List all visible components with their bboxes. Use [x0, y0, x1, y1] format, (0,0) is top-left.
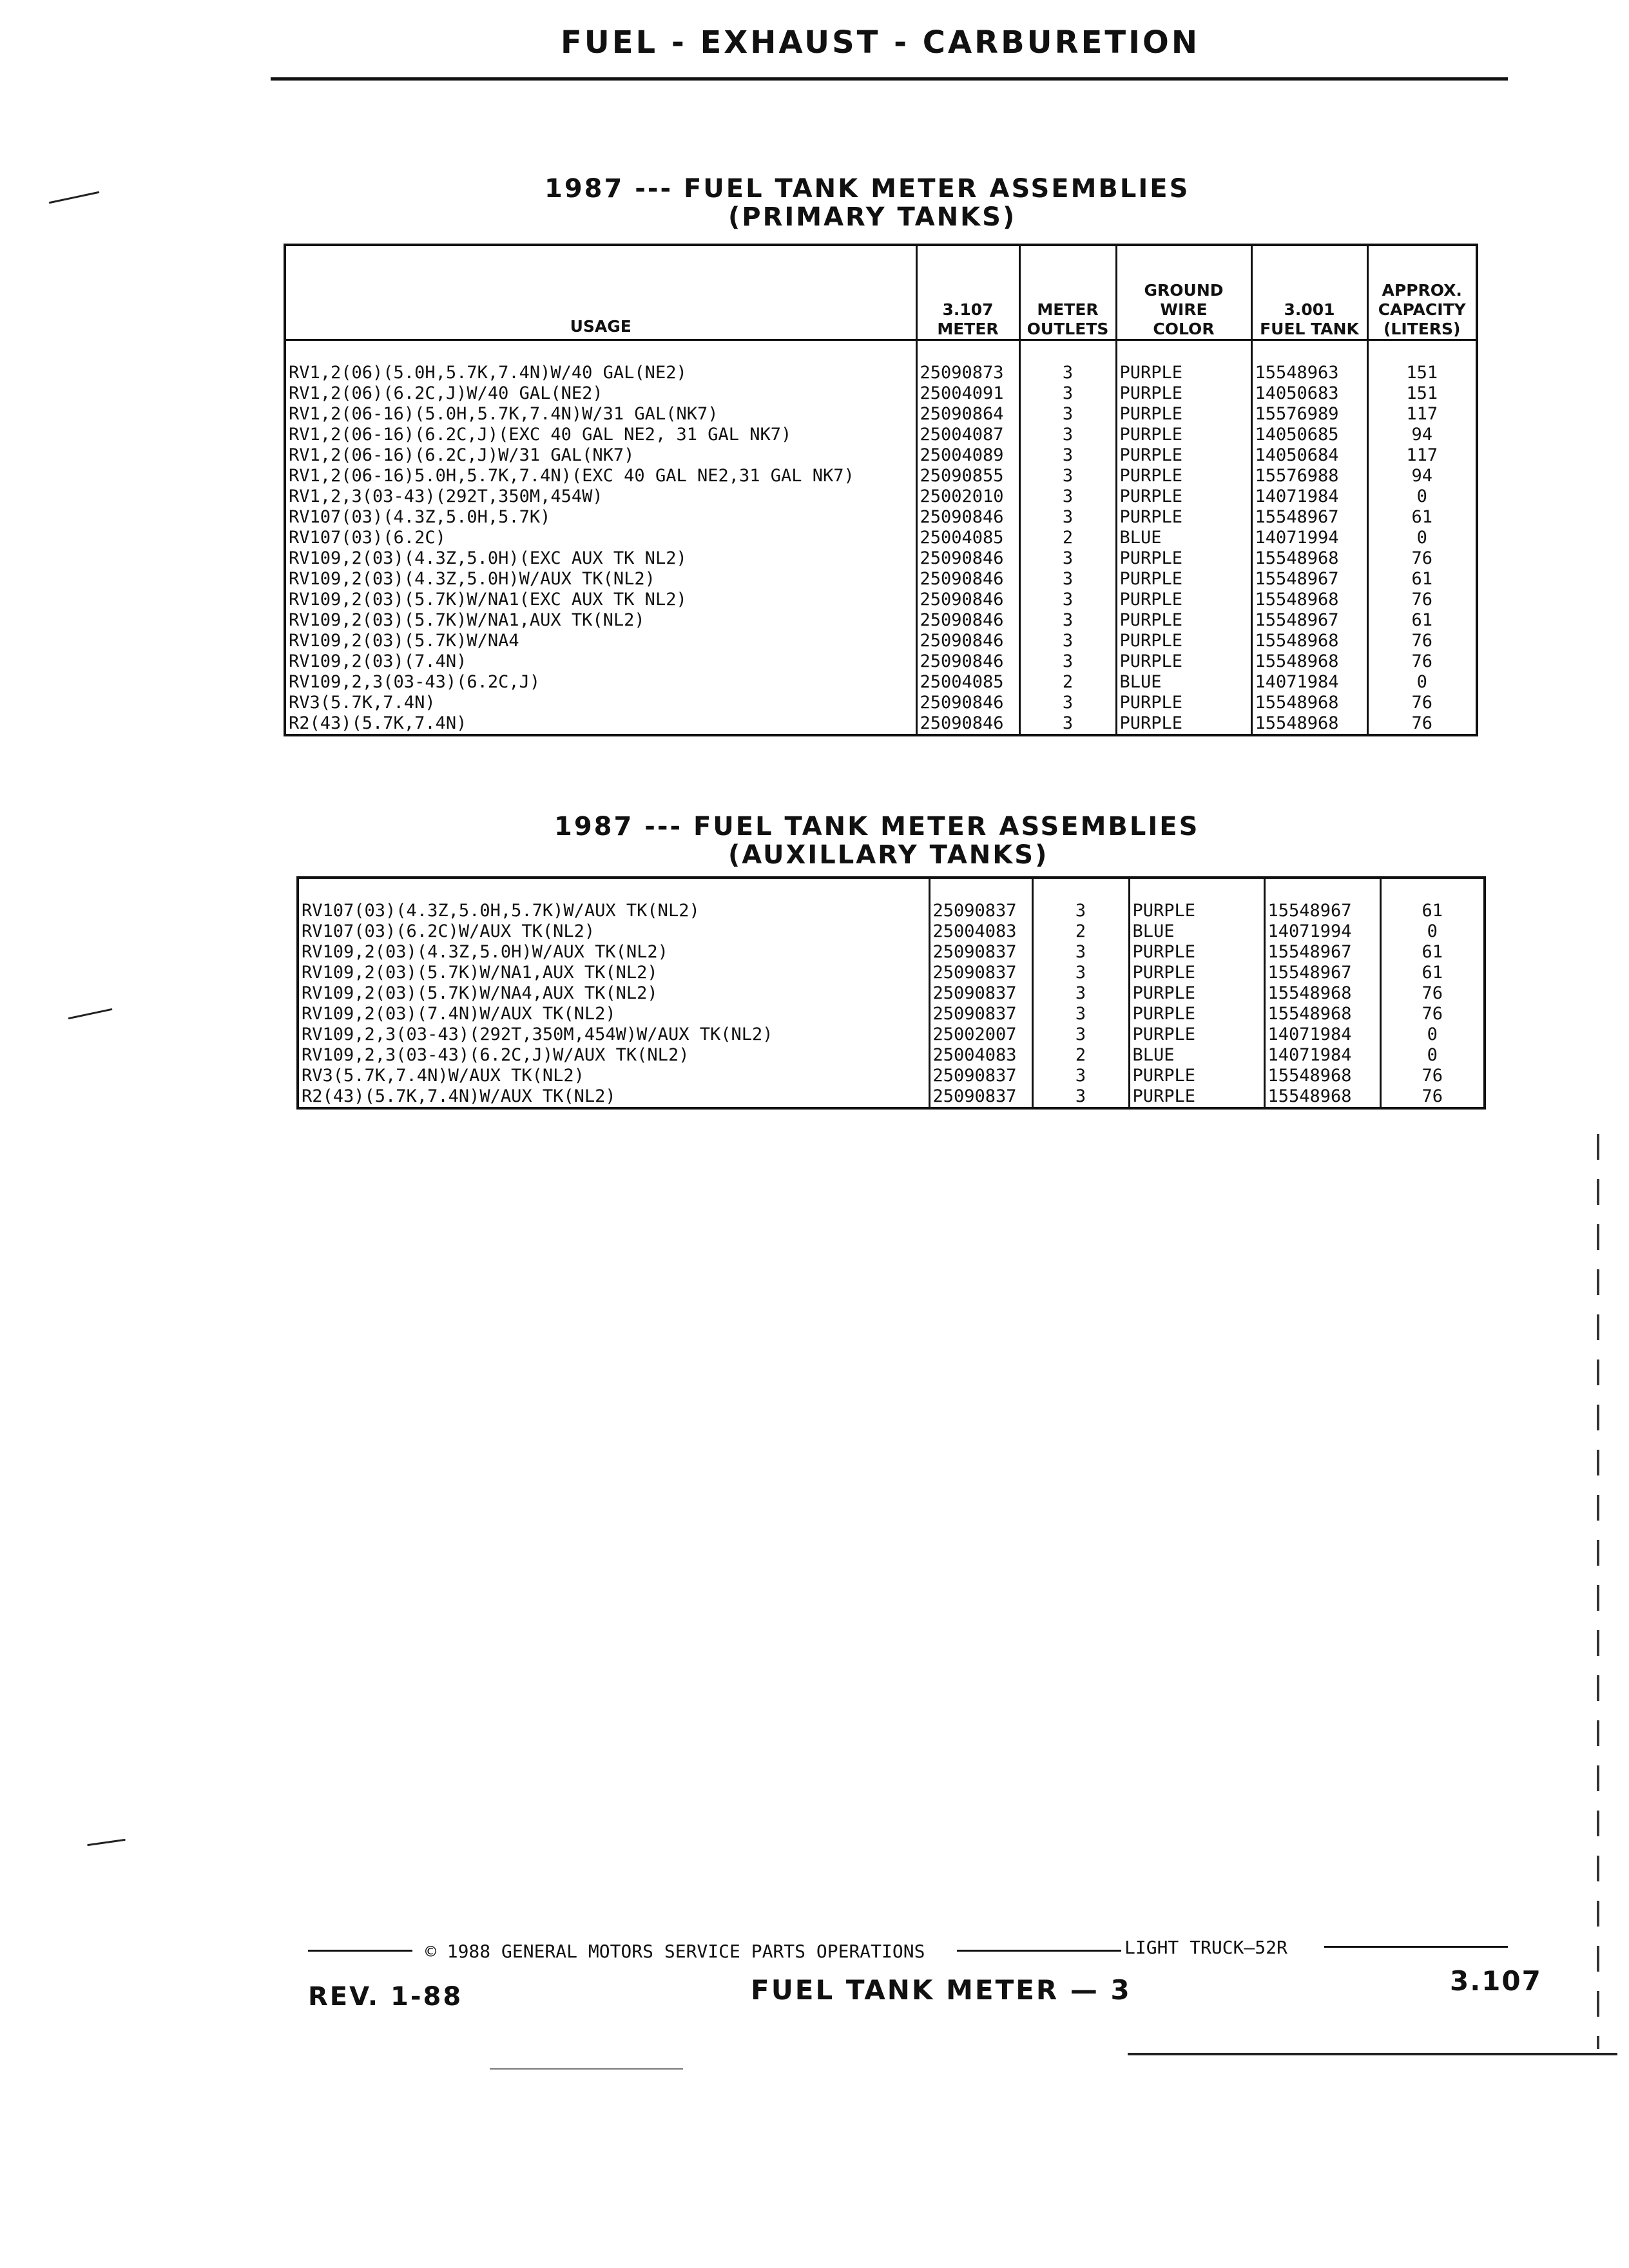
table-row [285, 425, 1477, 445]
ground-wire-color-cell: PURPLE [1116, 631, 1251, 651]
usage-cell: RV107(03)(4.3Z,5.0H,5.7K) [285, 507, 916, 528]
footer-revision: REV. 1-88 [308, 1982, 463, 2012]
table-row [285, 569, 1477, 590]
usage-cell: RV109,2,3(03-43)(292T,350M,454W)W/AUX TK(NL2) [298, 1024, 929, 1045]
fuel-tank-part-number-cell: 14071984 [1264, 1045, 1380, 1066]
meter-outlets-cell: 3 [1019, 425, 1116, 445]
usage-cell: RV109,2(03)(5.7K)W/NA4 [285, 631, 916, 651]
usage-cell: RV3(5.7K,7.4N)W/AUX TK(NL2) [298, 1066, 929, 1086]
capacity-cell: 76 [1380, 1004, 1485, 1024]
meter-outlets-cell: 3 [1019, 631, 1116, 651]
ground-wire-color-cell: PURPLE [1116, 363, 1251, 383]
meter-part-number-cell: 25004087 [916, 425, 1019, 445]
footer-truck-label: LIGHT TRUCK—52R [1124, 1937, 1287, 1958]
fuel-tank-part-number-cell: 15548967 [1251, 569, 1367, 590]
usage-cell: RV1,2(06-16)(6.2C,J)(EXC 40 GAL NE2, 31 GAL NK7) [285, 425, 916, 445]
meter-part-number-cell: 25090846 [916, 507, 1019, 528]
table-row [298, 1086, 1485, 1108]
meter-part-number-cell: 25090837 [929, 983, 1032, 1004]
table-row [285, 672, 1477, 693]
binder-hole-mark [68, 1008, 112, 1019]
fuel-tank-part-number-cell: 14071994 [1264, 921, 1380, 942]
meter-part-number-cell: 25004083 [929, 921, 1032, 942]
footer-rule-middle [957, 1950, 1121, 1952]
table-row [285, 713, 1477, 735]
meter-part-number-cell: 25090846 [916, 631, 1019, 651]
fuel-tank-part-number-cell: 15548968 [1264, 1066, 1380, 1086]
ground-wire-color-cell: BLUE [1129, 921, 1264, 942]
meter-part-number-cell: 25002007 [929, 1024, 1032, 1045]
ground-wire-color-cell: PURPLE [1116, 548, 1251, 569]
fuel-tank-part-number-cell: 15548967 [1251, 507, 1367, 528]
ground-wire-color-cell: PURPLE [1129, 1004, 1264, 1024]
ground-wire-color-cell: PURPLE [1129, 901, 1264, 921]
fuel-tank-part-number-cell: 14071984 [1251, 672, 1367, 693]
table-row [298, 942, 1485, 963]
usage-cell: RV1,2(06-16)(5.0H,5.7K,7.4N)W/31 GAL(NK7) [285, 404, 916, 425]
table-row [285, 548, 1477, 569]
table-row [298, 963, 1485, 983]
meter-part-number-cell: 25004089 [916, 445, 1019, 466]
capacity-cell: 61 [1367, 569, 1477, 590]
fuel-tank-part-number-cell: 15548968 [1251, 590, 1367, 610]
capacity-cell: 151 [1367, 383, 1477, 404]
usage-cell: RV107(03)(6.2C) [285, 528, 916, 548]
capacity-cell: 76 [1367, 693, 1477, 713]
fuel-tank-part-number-cell: 15548968 [1251, 631, 1367, 651]
usage-cell: RV1,2(06)(6.2C,J)W/40 GAL(NE2) [285, 383, 916, 404]
table-row [285, 528, 1477, 548]
table-row [285, 363, 1477, 383]
ground-wire-color-cell: PURPLE [1116, 507, 1251, 528]
usage-cell: RV1,2(06-16)5.0H,5.7K,7.4N)(EXC 40 GAL NE2,31 GAL NK7) [285, 466, 916, 486]
ground-wire-color-cell: PURPLE [1116, 383, 1251, 404]
usage-cell: R2(43)(5.7K,7.4N) [285, 713, 916, 735]
ground-wire-color-cell: PURPLE [1116, 610, 1251, 631]
ground-wire-color-cell: PURPLE [1129, 1066, 1264, 1086]
ground-wire-color-cell: PURPLE [1129, 942, 1264, 963]
footer-rule-right [1324, 1946, 1508, 1948]
table-row [285, 651, 1477, 672]
fuel-tank-part-number-cell: 15548968 [1264, 1086, 1380, 1108]
meter-outlets-cell: 3 [1019, 610, 1116, 631]
capacity-cell: 151 [1367, 363, 1477, 383]
ground-wire-color-cell: PURPLE [1116, 466, 1251, 486]
meter-part-number-cell: 25090837 [929, 1004, 1032, 1024]
capacity-cell: 76 [1367, 548, 1477, 569]
ground-wire-color-cell: PURPLE [1116, 569, 1251, 590]
usage-cell: RV109,2(03)(7.4N)W/AUX TK(NL2) [298, 1004, 929, 1024]
auxiliary-section-subtitle: (AUXILLARY TANKS) [728, 840, 1049, 870]
capacity-cell: 94 [1367, 425, 1477, 445]
fuel-tank-part-number-cell: 15548968 [1251, 548, 1367, 569]
binder-hole-mark [87, 1839, 126, 1846]
fuel-tank-part-number-cell: 15548968 [1264, 983, 1380, 1004]
table-row [285, 507, 1477, 528]
usage-cell: RV1,2(06)(5.0H,5.7K,7.4N)W/40 GAL(NE2) [285, 363, 916, 383]
meter-part-number-cell: 25090846 [916, 548, 1019, 569]
fuel-tank-part-number-cell: 14071984 [1264, 1024, 1380, 1045]
fuel-tank-part-number-cell: 14071984 [1251, 486, 1367, 507]
capacity-cell: 76 [1380, 1086, 1485, 1108]
meter-outlets-cell: 3 [1032, 1066, 1129, 1086]
meter-part-number-cell: 25090864 [916, 404, 1019, 425]
fuel-tank-part-number-cell: 14050684 [1251, 445, 1367, 466]
meter-outlets-cell: 3 [1019, 507, 1116, 528]
meter-outlets-cell: 2 [1032, 921, 1129, 942]
usage-cell: RV107(03)(6.2C)W/AUX TK(NL2) [298, 921, 929, 942]
auxiliary-tanks-table [296, 876, 1486, 1110]
table-row [298, 901, 1485, 921]
ground-wire-color-cell: PURPLE [1129, 983, 1264, 1004]
meter-part-number-cell: 25090846 [916, 693, 1019, 713]
col-header-ground-wire-color: GROUND WIRE COLOR [1116, 245, 1251, 340]
fuel-tank-part-number-cell: 15576989 [1251, 404, 1367, 425]
usage-cell: RV109,2(03)(5.7K)W/NA1,AUX TK(NL2) [285, 610, 916, 631]
primary-section-title: 1987 --- FUEL TANK METER ASSEMBLIES [545, 174, 1190, 204]
usage-cell: RV109,2(03)(7.4N) [285, 651, 916, 672]
meter-outlets-cell: 3 [1019, 548, 1116, 569]
meter-outlets-cell: 3 [1019, 713, 1116, 735]
auxiliary-section-title: 1987 --- FUEL TANK METER ASSEMBLIES [554, 812, 1200, 841]
capacity-cell: 117 [1367, 445, 1477, 466]
meter-outlets-cell: 3 [1019, 693, 1116, 713]
ground-wire-color-cell: PURPLE [1116, 404, 1251, 425]
meter-part-number-cell: 25090846 [916, 651, 1019, 672]
table-row [298, 921, 1485, 942]
ground-wire-color-cell: PURPLE [1116, 425, 1251, 445]
meter-outlets-cell: 3 [1019, 445, 1116, 466]
usage-cell: RV109,2(03)(4.3Z,5.0H)W/AUX TK(NL2) [298, 942, 929, 963]
meter-outlets-cell: 3 [1032, 963, 1129, 983]
ground-wire-color-cell: PURPLE [1116, 590, 1251, 610]
ground-wire-color-cell: PURPLE [1116, 693, 1251, 713]
usage-cell: RV109,2(03)(5.7K)W/NA1(EXC AUX TK NL2) [285, 590, 916, 610]
fuel-tank-part-number-cell: 15548968 [1251, 651, 1367, 672]
capacity-cell: 61 [1367, 610, 1477, 631]
usage-cell: RV1,2(06-16)(6.2C,J)W/31 GAL(NK7) [285, 445, 916, 466]
capacity-cell: 76 [1380, 1066, 1485, 1086]
capacity-cell: 0 [1367, 672, 1477, 693]
col-header-fuel-tank: 3.001 FUEL TANK [1251, 245, 1367, 340]
meter-outlets-cell: 3 [1019, 651, 1116, 672]
meter-outlets-cell: 3 [1019, 383, 1116, 404]
ground-wire-color-cell: PURPLE [1116, 651, 1251, 672]
table-row [298, 983, 1485, 1004]
meter-outlets-cell: 2 [1032, 1045, 1129, 1066]
meter-outlets-cell: 3 [1032, 942, 1129, 963]
meter-part-number-cell: 25004085 [916, 672, 1019, 693]
fuel-tank-part-number-cell: 15548963 [1251, 363, 1367, 383]
bottom-faint-rule [490, 2068, 683, 2070]
meter-part-number-cell: 25090846 [916, 713, 1019, 735]
meter-part-number-cell: 25090873 [916, 363, 1019, 383]
header-rule [271, 77, 1508, 81]
capacity-cell: 61 [1380, 942, 1485, 963]
auxiliary-table-body [298, 878, 1485, 1108]
footer-page-number: 3.107 [1450, 1965, 1542, 1997]
col-header-meter: 3.107 METER [916, 245, 1019, 340]
capacity-cell: 94 [1367, 466, 1477, 486]
table-row [285, 631, 1477, 651]
table-row [285, 590, 1477, 610]
fuel-tank-part-number-cell: 15548968 [1251, 713, 1367, 735]
table-row [285, 404, 1477, 425]
meter-outlets-cell: 3 [1019, 363, 1116, 383]
meter-part-number-cell: 25090846 [916, 569, 1019, 590]
ground-wire-color-cell: BLUE [1116, 528, 1251, 548]
meter-part-number-cell: 25090837 [929, 1066, 1032, 1086]
table-row [298, 1024, 1485, 1045]
capacity-cell: 0 [1380, 1024, 1485, 1045]
ground-wire-color-cell: PURPLE [1129, 1086, 1264, 1108]
table-row [285, 693, 1477, 713]
table-row [298, 1066, 1485, 1086]
ground-wire-color-cell: PURPLE [1129, 963, 1264, 983]
meter-outlets-cell: 3 [1032, 901, 1129, 921]
usage-cell: R2(43)(5.7K,7.4N)W/AUX TK(NL2) [298, 1086, 929, 1108]
meter-outlets-cell: 3 [1019, 466, 1116, 486]
capacity-cell: 0 [1380, 921, 1485, 942]
binder-hole-mark [49, 191, 100, 204]
capacity-cell: 76 [1367, 631, 1477, 651]
capacity-cell: 61 [1367, 507, 1477, 528]
col-header-outlets: METER OUTLETS [1019, 245, 1116, 340]
table-spacer-row [298, 878, 1485, 901]
capacity-cell: 61 [1380, 901, 1485, 921]
footer-rule-left [308, 1950, 412, 1952]
ground-wire-color-cell: PURPLE [1116, 445, 1251, 466]
usage-cell: RV3(5.7K,7.4N) [285, 693, 916, 713]
meter-part-number-cell: 25090855 [916, 466, 1019, 486]
capacity-cell: 0 [1367, 486, 1477, 507]
capacity-cell: 76 [1367, 651, 1477, 672]
fuel-tank-part-number-cell: 15548968 [1264, 1004, 1380, 1024]
meter-part-number-cell: 25004085 [916, 528, 1019, 548]
fuel-tank-part-number-cell: 15548967 [1264, 942, 1380, 963]
table-spacer-row [285, 340, 1477, 363]
meter-part-number-cell: 25090837 [929, 1086, 1032, 1108]
meter-outlets-cell: 3 [1032, 983, 1129, 1004]
fuel-tank-part-number-cell: 15548967 [1264, 963, 1380, 983]
fuel-tank-part-number-cell: 15548968 [1251, 693, 1367, 713]
usage-cell: RV109,2(03)(4.3Z,5.0H)(EXC AUX TK NL2) [285, 548, 916, 569]
capacity-cell: 61 [1380, 963, 1485, 983]
table-row [285, 445, 1477, 466]
fuel-tank-part-number-cell: 15548967 [1251, 610, 1367, 631]
meter-part-number-cell: 25090837 [929, 901, 1032, 921]
page-header-title: FUEL - EXHAUST - CARBURETION [561, 24, 1200, 61]
usage-cell: RV109,2,3(03-43)(6.2C,J) [285, 672, 916, 693]
meter-outlets-cell: 3 [1032, 1004, 1129, 1024]
fuel-tank-part-number-cell: 14071994 [1251, 528, 1367, 548]
table-row [285, 383, 1477, 404]
capacity-cell: 76 [1367, 590, 1477, 610]
meter-part-number-cell: 25090837 [929, 963, 1032, 983]
meter-outlets-cell: 3 [1019, 404, 1116, 425]
capacity-cell: 0 [1380, 1045, 1485, 1066]
page-edge-bottom [1128, 2053, 1617, 2055]
fuel-tank-part-number-cell: 14050685 [1251, 425, 1367, 445]
capacity-cell: 76 [1380, 983, 1485, 1004]
col-header-usage: USAGE [285, 245, 916, 340]
meter-outlets-cell: 3 [1019, 569, 1116, 590]
capacity-cell: 117 [1367, 404, 1477, 425]
meter-outlets-cell: 3 [1019, 486, 1116, 507]
meter-outlets-cell: 2 [1019, 672, 1116, 693]
col-header-capacity: APPROX. CAPACITY (LITERS) [1367, 245, 1477, 340]
table-row [285, 466, 1477, 486]
meter-outlets-cell: 3 [1032, 1086, 1129, 1108]
meter-part-number-cell: 25004083 [929, 1045, 1032, 1066]
table-row [285, 486, 1477, 507]
meter-outlets-cell: 2 [1019, 528, 1116, 548]
meter-outlets-cell: 3 [1032, 1024, 1129, 1045]
footer-section-title: FUEL TANK METER — 3 [751, 1974, 1132, 2006]
meter-part-number-cell: 25090846 [916, 590, 1019, 610]
fuel-tank-part-number-cell: 15576988 [1251, 466, 1367, 486]
table-row [285, 610, 1477, 631]
fuel-tank-part-number-cell: 15548967 [1264, 901, 1380, 921]
usage-cell: RV107(03)(4.3Z,5.0H,5.7K)W/AUX TK(NL2) [298, 901, 929, 921]
ground-wire-color-cell: PURPLE [1116, 486, 1251, 507]
primary-header-row [285, 245, 1477, 340]
usage-cell: RV1,2,3(03-43)(292T,350M,454W) [285, 486, 916, 507]
meter-part-number-cell: 25002010 [916, 486, 1019, 507]
usage-cell: RV109,2(03)(5.7K)W/NA4,AUX TK(NL2) [298, 983, 929, 1004]
primary-section-subtitle: (PRIMARY TANKS) [728, 202, 1017, 232]
primary-table-body [285, 340, 1477, 736]
capacity-cell: 76 [1367, 713, 1477, 735]
capacity-cell: 0 [1367, 528, 1477, 548]
usage-cell: RV109,2,3(03-43)(6.2C,J)W/AUX TK(NL2) [298, 1045, 929, 1066]
ground-wire-color-cell: PURPLE [1116, 713, 1251, 735]
meter-part-number-cell: 25090846 [916, 610, 1019, 631]
meter-outlets-cell: 3 [1019, 590, 1116, 610]
table-row [298, 1045, 1485, 1066]
footer-copyright: © 1988 GENERAL MOTORS SERVICE PARTS OPERATIONS [425, 1941, 925, 1962]
table-row [298, 1004, 1485, 1024]
ground-wire-color-cell: BLUE [1116, 672, 1251, 693]
meter-part-number-cell: 25090837 [929, 942, 1032, 963]
usage-cell: RV109,2(03)(4.3Z,5.0H)W/AUX TK(NL2) [285, 569, 916, 590]
page-edge-shadow [1597, 1134, 1599, 2049]
usage-cell: RV109,2(03)(5.7K)W/NA1,AUX TK(NL2) [298, 963, 929, 983]
ground-wire-color-cell: BLUE [1129, 1045, 1264, 1066]
primary-tanks-table [284, 244, 1478, 736]
ground-wire-color-cell: PURPLE [1129, 1024, 1264, 1045]
meter-part-number-cell: 25004091 [916, 383, 1019, 404]
fuel-tank-part-number-cell: 14050683 [1251, 383, 1367, 404]
